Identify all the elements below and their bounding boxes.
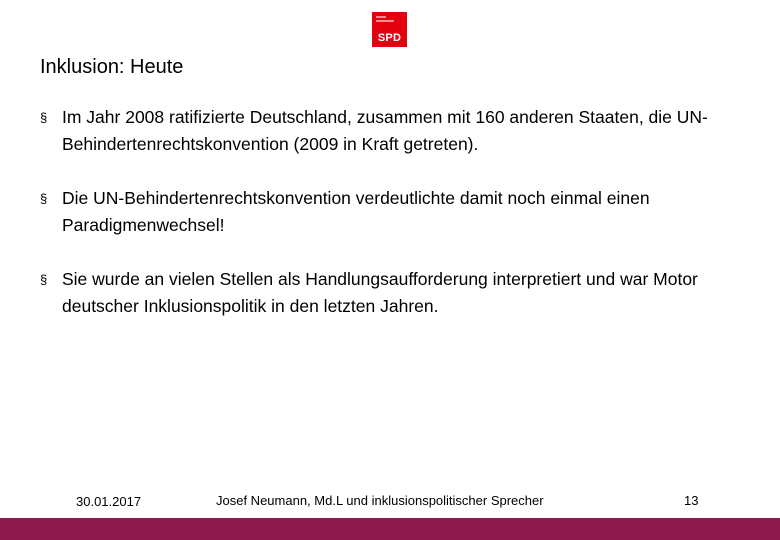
footer-date: 30.01.2017 xyxy=(76,494,142,509)
page-number: 13 xyxy=(684,493,699,508)
logo-small-text xyxy=(376,16,402,26)
spd-logo xyxy=(372,12,407,47)
logo-word: SPD xyxy=(377,32,402,44)
footer-author: Josef Neumann, Md.L und inklusionspolitischer Sprecher xyxy=(216,493,544,508)
slide-title: Inklusion: Heute xyxy=(40,56,184,78)
bullet-text: Die UN-Behindertenrechtskonvention verdeutlichte damit noch einmal einen Paradigmenwechsel! xyxy=(62,188,650,235)
bullet-list xyxy=(40,104,740,347)
bullet-text: Im Jahr 2008 ratifizierte Deutschland, zusammen mit 160 anderen Staaten, die UN-Behindertenrechtskonvention (2009 in Kraft getreten). xyxy=(62,107,708,154)
bullet-marker: § xyxy=(40,191,48,206)
bullet-marker: § xyxy=(40,110,48,125)
bullet-item xyxy=(40,104,740,158)
bottom-bar xyxy=(0,518,780,540)
bullet-item xyxy=(40,266,740,320)
bullet-item xyxy=(40,185,740,239)
bullet-marker: § xyxy=(40,272,48,287)
bullet-text: Sie wurde an vielen Stellen als Handlungsaufforderung interpretiert und war Motor deutscher Inklusionspolitik in den letzten Jahren. xyxy=(62,269,698,316)
